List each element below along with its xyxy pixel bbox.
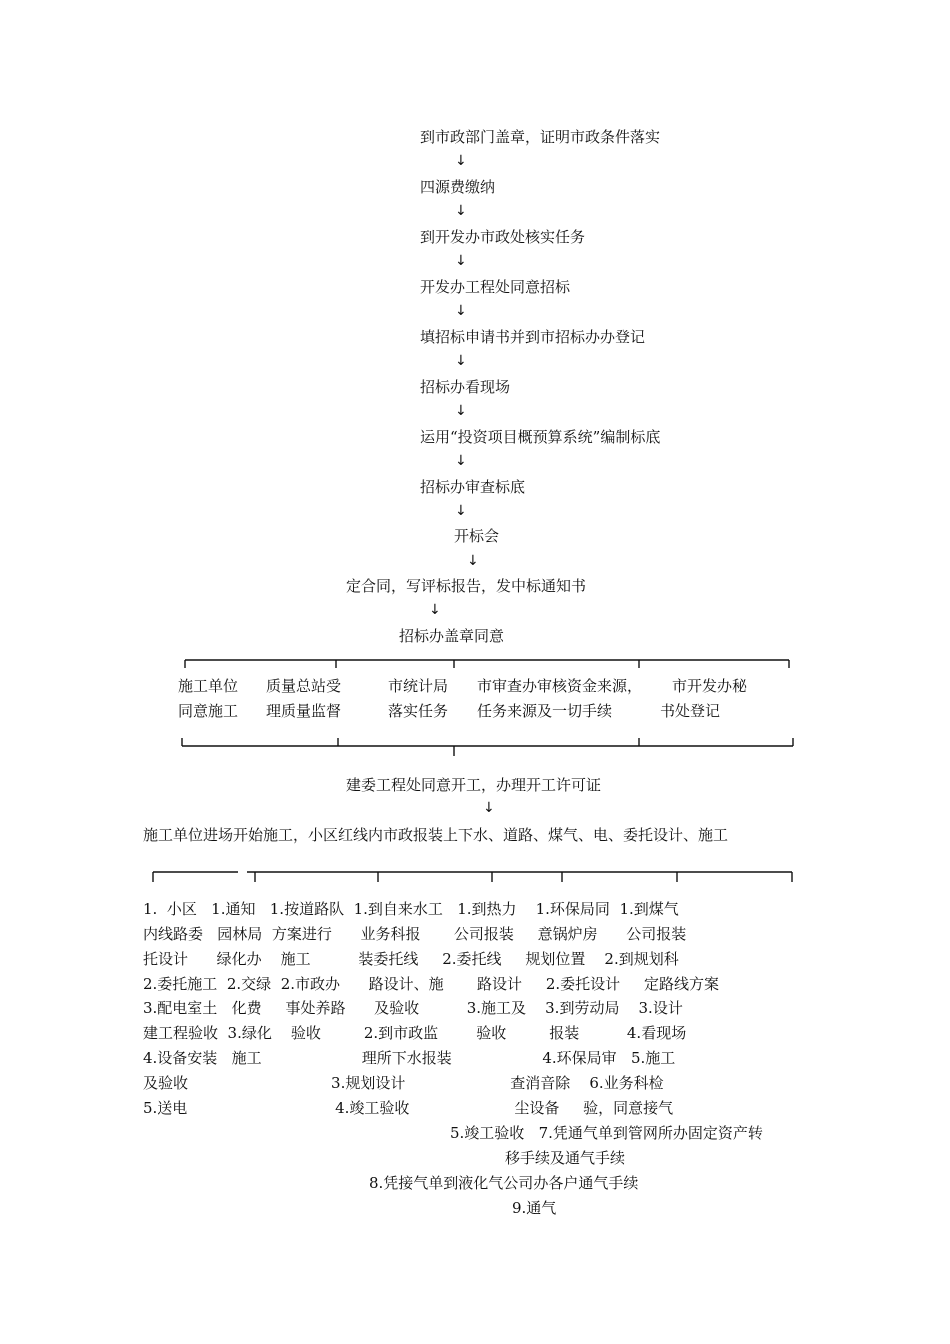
branch-label: 质量总站受 xyxy=(266,677,342,695)
step-construction-permit: 建委工程处同意开工，办理开工许可证 xyxy=(346,776,602,794)
step-site-visit: 招标办看现场 xyxy=(420,378,511,396)
step-bid-opening: 开标会 xyxy=(454,527,500,545)
step-start-construction: 施工单位进场开始施工，小区红线内市政报装上下水、道路、煤气、电、委托设计、施工 xyxy=(143,826,729,844)
step-agree-bidding: 开发办工程处同意招标 xyxy=(420,278,571,296)
detail-line: 3.配电室土 化费 事处养路 及验收 3.施工及 3.到劳动局 3.设计 xyxy=(143,999,683,1017)
arrow-down-icon: ↓ xyxy=(455,503,467,519)
detail-line: 托设计 绿化办 施工 装委托线 2.委托线 规划位置 2.到规划科 xyxy=(143,950,679,968)
branch-label: 施工单位 xyxy=(178,677,239,695)
tail-line: 移手续及通气手续 xyxy=(505,1149,626,1167)
detail-line: 4.设备安装 施工 理所下水报装 4.环保局审 5.施工 xyxy=(143,1049,676,1067)
arrow-down-icon: ↓ xyxy=(429,602,441,618)
step-contract: 定合同，写评标报告，发中标通知书 xyxy=(346,577,587,595)
step-verify-task: 到开发办市政处核实任务 xyxy=(420,228,586,246)
step-bid-office-approval: 招标办盖章同意 xyxy=(399,627,505,645)
tail-line: 5.竣工验收 7.凭通气单到管网所办固定资产转 xyxy=(450,1124,763,1142)
arrow-down-icon: ↓ xyxy=(455,453,467,469)
arrow-down-icon: ↓ xyxy=(467,553,479,569)
branch-label: 市开发办秘 xyxy=(672,677,748,695)
branch-label: 理质量监督 xyxy=(266,702,342,720)
branch-label: 书处登记 xyxy=(660,702,721,720)
tail-line: 9.通气 xyxy=(512,1199,557,1217)
arrow-down-icon: ↓ xyxy=(455,403,467,419)
detail-line: 及验收 3.规划设计 查消音除 6.业务科检 xyxy=(143,1074,664,1092)
branch-label: 市统计局 xyxy=(388,677,449,695)
tail-line: 8.凭接气单到液化气公司办各户通气手续 xyxy=(369,1174,639,1192)
step-review-base-price: 招标办审查标底 xyxy=(420,478,526,496)
branch-label: 落实任务 xyxy=(388,702,449,720)
arrow-down-icon: ↓ xyxy=(483,800,495,816)
arrow-down-icon: ↓ xyxy=(455,303,467,319)
arrow-down-icon: ↓ xyxy=(455,353,467,369)
branch-label: 同意施工 xyxy=(178,702,239,720)
step-prepare-base-price: 运用“投资项目概预算系统”编制标底 xyxy=(420,428,661,446)
arrow-down-icon: ↓ xyxy=(455,153,467,169)
detail-line: 5.送电 4.竣工验收 尘设备 验，同意接气 xyxy=(143,1099,674,1117)
arrow-down-icon: ↓ xyxy=(455,253,467,269)
step-municipal-seal: 到市政部门盖章，证明市政条件落实 xyxy=(420,128,661,146)
step-bid-application: 填招标申请书并到市招标办办登记 xyxy=(420,328,646,346)
detail-line: 1. 小区 1.通知 1.按道路队 1.到自来水工 1.到热力 1.环保局同 1.到煤气 xyxy=(143,900,679,918)
branch-label: 市审查办审核资金来源， xyxy=(477,677,643,695)
detail-line: 2.委托施工 2.交绿 2.市政办 路设计、施 路设计 2.委托设计 定路线方案 xyxy=(143,975,719,993)
branch-label: 任务来源及一切手续 xyxy=(477,702,613,720)
detail-line: 内线路委 园林局 方案进行 业务科报 公司报装 意锅炉房 公司报装 xyxy=(143,925,687,943)
detail-line: 建工程验收 3.绿化 验收 2.到市政监 验收 报装 4.看现场 xyxy=(143,1024,687,1042)
arrow-down-icon: ↓ xyxy=(455,203,467,219)
step-four-source-fee: 四源费缴纳 xyxy=(420,178,496,196)
